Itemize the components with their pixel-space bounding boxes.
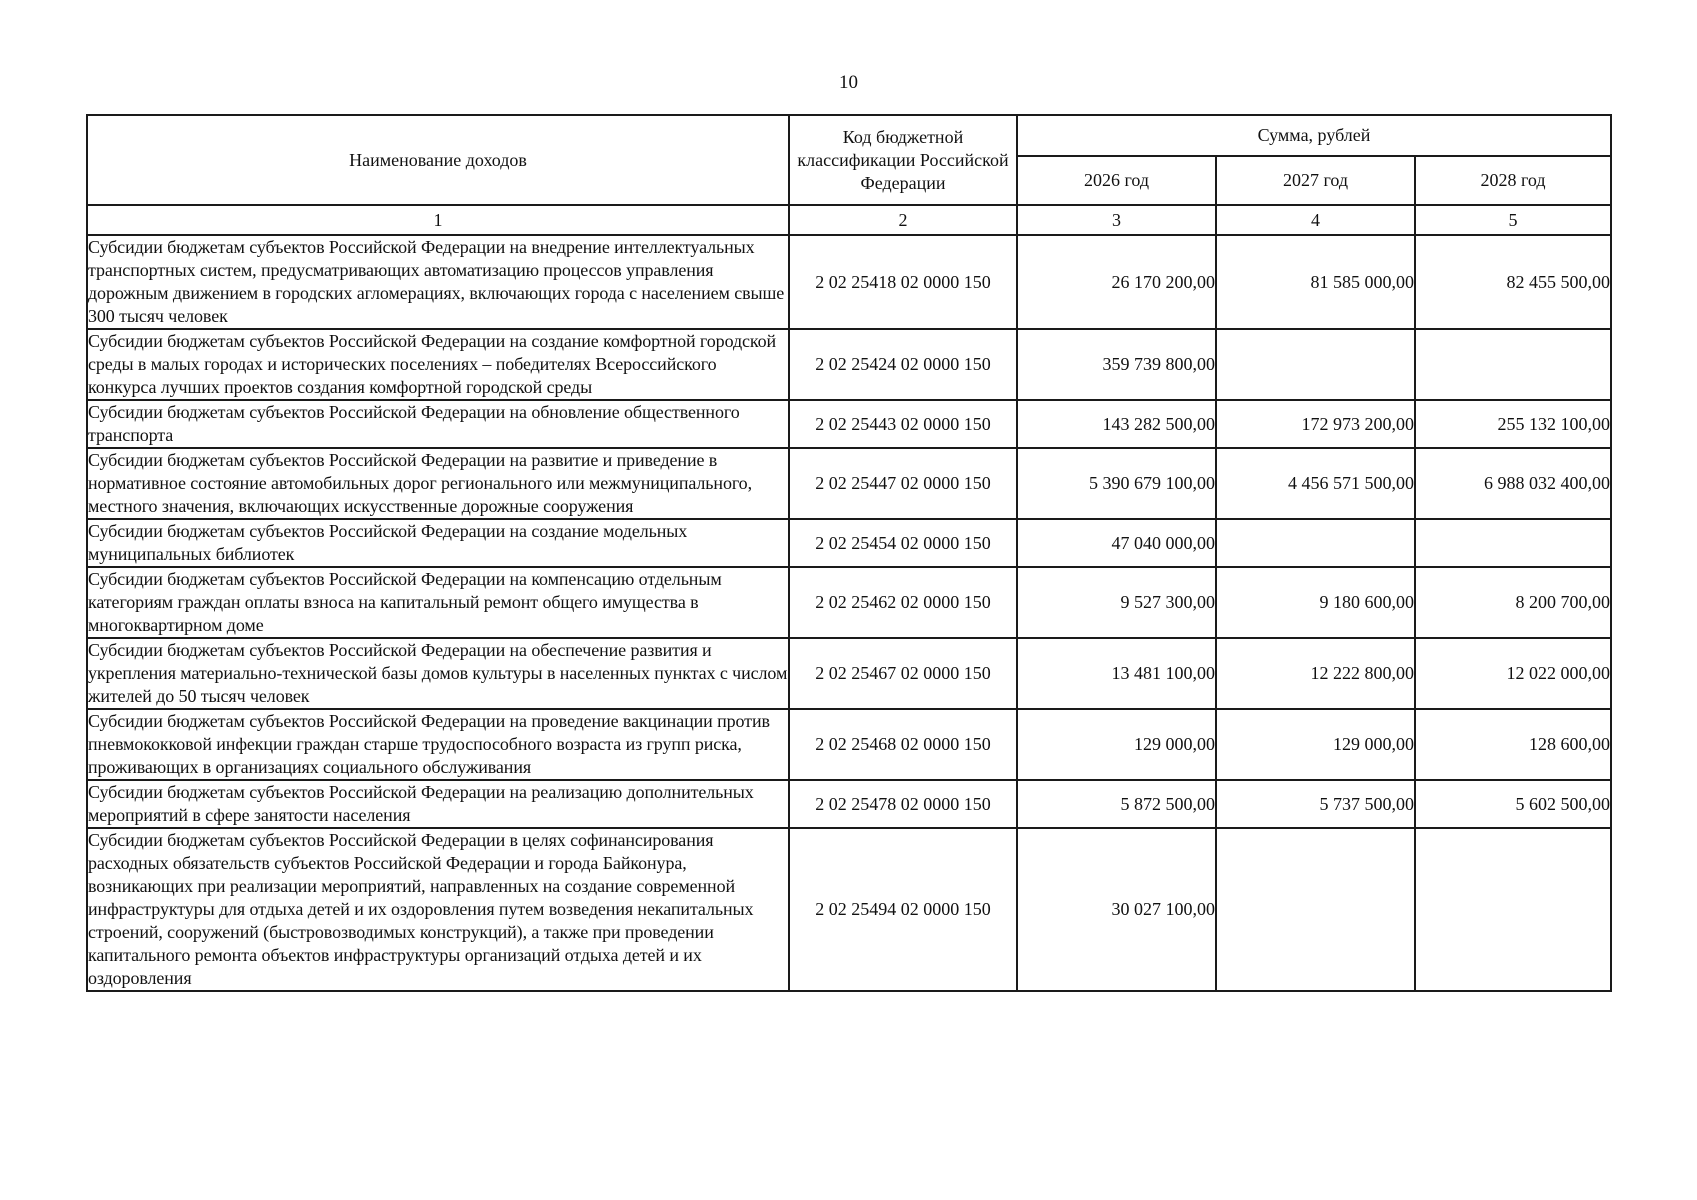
table-row xyxy=(87,828,1611,991)
header-year-2026: 2026 год xyxy=(1017,156,1216,205)
amount-2026: 5 390 679 100,00 xyxy=(1017,448,1216,519)
budget-code: 2 02 25424 02 0000 150 xyxy=(789,329,1017,400)
income-name: Субсидии бюджетам субъектов Российской Федерации в целях софинансирования расходных обязательств субъектов Российской Федерации и города Байконура, возникающих при реализации мероприятий, направленных на создание современной инфраструктуры для отдыха детей и их оздоровления путем возведения некапитальных строений, сооружений (быстровозводимых конструкций), а также при проведении капитального ремонта объектов инфраструктуры организаций отдыха детей и их оздоровления xyxy=(87,828,789,991)
income-name: Субсидии бюджетам субъектов Российской Федерации на создание комфортной городской среды в малых городах и исторических поселениях – победителях Всероссийского конкурса лучших проектов создания комфортной городской среды xyxy=(87,329,789,400)
budget-code: 2 02 25494 02 0000 150 xyxy=(789,828,1017,991)
column-number: 5 xyxy=(1415,205,1611,235)
income-name: Субсидии бюджетам субъектов Российской Федерации на обновление общественного транспорта xyxy=(87,400,789,448)
amount-2027: 129 000,00 xyxy=(1216,709,1415,780)
column-number: 4 xyxy=(1216,205,1415,235)
amount-2028: 255 132 100,00 xyxy=(1415,400,1611,448)
amount-2028: 6 988 032 400,00 xyxy=(1415,448,1611,519)
table-row xyxy=(87,235,1611,329)
amount-2028: 8 200 700,00 xyxy=(1415,567,1611,638)
amount-2027 xyxy=(1216,329,1415,400)
amount-2028 xyxy=(1415,329,1611,400)
budget-code: 2 02 25478 02 0000 150 xyxy=(789,780,1017,828)
budget-code: 2 02 25447 02 0000 150 xyxy=(789,448,1017,519)
amount-2026: 143 282 500,00 xyxy=(1017,400,1216,448)
amount-2026: 359 739 800,00 xyxy=(1017,329,1216,400)
amount-2028 xyxy=(1415,519,1611,567)
amount-2028: 82 455 500,00 xyxy=(1415,235,1611,329)
amount-2027: 172 973 200,00 xyxy=(1216,400,1415,448)
column-number: 3 xyxy=(1017,205,1216,235)
column-number: 1 xyxy=(87,205,789,235)
amount-2026: 13 481 100,00 xyxy=(1017,638,1216,709)
income-name: Субсидии бюджетам субъектов Российской Федерации на компенсацию отдельным категориям граждан оплаты взноса на капитальный ремонт общего имущества в многоквартирном доме xyxy=(87,567,789,638)
budget-code: 2 02 25454 02 0000 150 xyxy=(789,519,1017,567)
amount-2027 xyxy=(1216,828,1415,991)
amount-2028: 128 600,00 xyxy=(1415,709,1611,780)
revenue-table xyxy=(86,114,1612,992)
amount-2026: 9 527 300,00 xyxy=(1017,567,1216,638)
amount-2028: 12 022 000,00 xyxy=(1415,638,1611,709)
amount-2026: 26 170 200,00 xyxy=(1017,235,1216,329)
amount-2027: 4 456 571 500,00 xyxy=(1216,448,1415,519)
table-row xyxy=(87,519,1611,567)
table-row xyxy=(87,448,1611,519)
table-row xyxy=(87,329,1611,400)
table-row xyxy=(87,567,1611,638)
amount-2026: 5 872 500,00 xyxy=(1017,780,1216,828)
amount-2026: 129 000,00 xyxy=(1017,709,1216,780)
page-number: 10 xyxy=(839,72,858,93)
table-row xyxy=(87,638,1611,709)
amount-2028: 5 602 500,00 xyxy=(1415,780,1611,828)
table-row xyxy=(87,780,1611,828)
header-sum: Сумма, рублей xyxy=(1017,115,1611,156)
table-row xyxy=(87,709,1611,780)
income-name: Субсидии бюджетам субъектов Российской Федерации на реализацию дополнительных мероприятий в сфере занятости населения xyxy=(87,780,789,828)
income-name: Субсидии бюджетам субъектов Российской Федерации на внедрение интеллектуальных транспортных систем, предусматривающих автоматизацию процессов управления дорожным движением в городских агломерациях, включающих города с населением свыше 300 тысяч человек xyxy=(87,235,789,329)
budget-code: 2 02 25468 02 0000 150 xyxy=(789,709,1017,780)
amount-2027: 9 180 600,00 xyxy=(1216,567,1415,638)
header-year-2028: 2028 год xyxy=(1415,156,1611,205)
amount-2026: 30 027 100,00 xyxy=(1017,828,1216,991)
income-name: Субсидии бюджетам субъектов Российской Федерации на создание модельных муниципальных библиотек xyxy=(87,519,789,567)
amount-2028 xyxy=(1415,828,1611,991)
amount-2026: 47 040 000,00 xyxy=(1017,519,1216,567)
amount-2027: 12 222 800,00 xyxy=(1216,638,1415,709)
income-name: Субсидии бюджетам субъектов Российской Федерации на развитие и приведение в нормативное состояние автомобильных дорог регионального или межмуниципального, местного значения, включающих искусственные дорожные сооружения xyxy=(87,448,789,519)
table-row xyxy=(87,400,1611,448)
budget-code: 2 02 25467 02 0000 150 xyxy=(789,638,1017,709)
amount-2027 xyxy=(1216,519,1415,567)
header-income-name: Наименование доходов xyxy=(87,115,789,205)
income-name: Субсидии бюджетам субъектов Российской Федерации на обеспечение развития и укрепления материально-технической базы домов культуры в населенных пунктах с числом жителей до 50 тысяч человек xyxy=(87,638,789,709)
budget-code: 2 02 25462 02 0000 150 xyxy=(789,567,1017,638)
header-year-2027: 2027 год xyxy=(1216,156,1415,205)
header-budget-code: Код бюджетной классификации Российской Федерации xyxy=(789,115,1017,205)
budget-code: 2 02 25443 02 0000 150 xyxy=(789,400,1017,448)
income-name: Субсидии бюджетам субъектов Российской Федерации на проведение вакцинации против пневмококковой инфекции граждан старше трудоспособного возраста из групп риска, проживающих в организациях социального обслуживания xyxy=(87,709,789,780)
budget-code: 2 02 25418 02 0000 150 xyxy=(789,235,1017,329)
amount-2027: 5 737 500,00 xyxy=(1216,780,1415,828)
column-number-row xyxy=(87,205,1611,235)
column-number: 2 xyxy=(789,205,1017,235)
amount-2027: 81 585 000,00 xyxy=(1216,235,1415,329)
